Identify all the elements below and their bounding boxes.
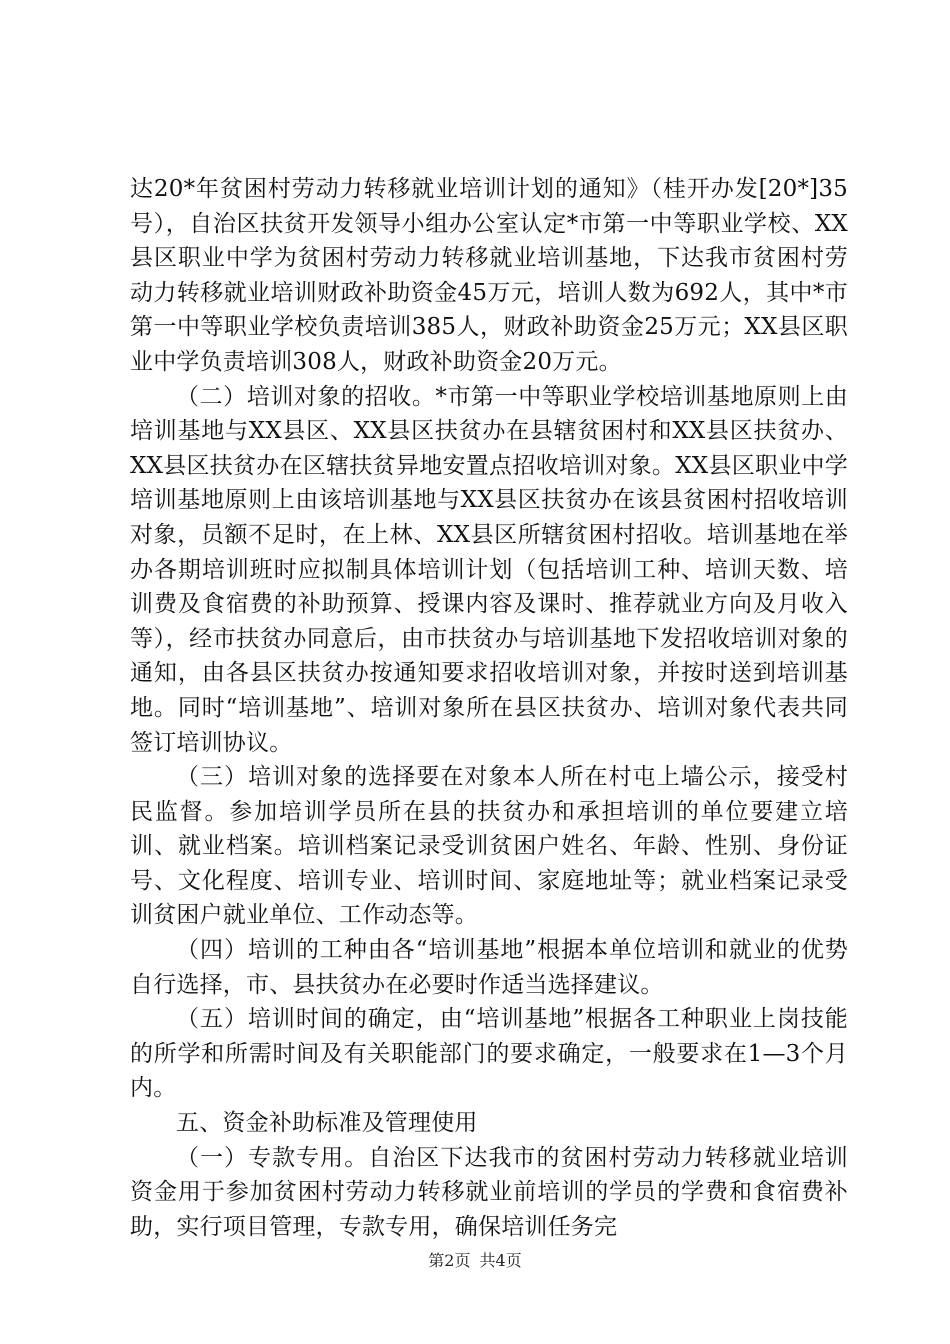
paragraph-recruitment: （二）培训对象的招收。*市第一中等职业学校培训基地原则上由培训基地与XX县区、XX县区扶贫办在县辖贫困村和XX县区扶贫办、XX县区扶贫办在区辖扶贫异地安置点招收培训对象。XX县区职业中学培训基地原则上由该培训基地与XX县区扶贫办在该县贫困村招收培训对象，员额不足时，在上林、XX县区所辖贫困村招收。培训基地在举办各期培训班时应拟制具体培训计划（包括培训工种、培训天数、培训费及食宿费的补助预算、授课内容及课时、推荐就业方向及月收入等），经市扶贫办同意后，由市扶贫办与培训基地下发招收培训对象的通知，由各县区扶贫办按通知要求招收培训对象，并按时送到培训基地。同时“培训基地”、培训对象所在县区扶贫办、培训对象代表共同签订培训协议。 bbox=[130, 383, 848, 756]
page-total: 共4页 bbox=[479, 1251, 522, 1270]
paragraph-training-time: （五）培训时间的确定，由“培训基地”根据各工种职业上岗技能的所学和所需时间及有关职能部门的要求确定，一般要求在1—3个月内。 bbox=[130, 1006, 848, 1102]
paragraph-dedicated-funds: （一）专款专用。自治区下达我市的贫困村劳动力转移就业培训资金用于参加贫困村劳动力转移就业前培训的学员的学费和食宿费补助，实行项目管理，专款专用，确保培训任务完 bbox=[130, 1144, 848, 1240]
page-footer bbox=[0, 1248, 950, 1271]
paragraph-selection: （三）培训对象的选择要在对象本人所在村屯上墙公示，接受村民监督。参加培训学员所在县的扶贫办和承担培训的单位要建立培训、就业档案。培训档案记录受训贫困户姓名、年龄、性别、身份证号、文化程度、培训专业、培训时间、家庭地址等；就业档案记录受训贫困户就业单位、工作动态等。 bbox=[130, 764, 848, 929]
section-heading-funding: 五、资金补助标准及管理使用 bbox=[176, 1110, 478, 1137]
document-body bbox=[130, 172, 848, 1244]
paragraph-continuation: 达20*年贫困村劳动力转移就业培训计划的通知》（桂开办发[20*]35号），自治区扶贫开发领导小组办公室认定*市第一中等职业学校、XX县区职业中学为贫困村劳动力转移就业培训基地，下达我市贫困村劳动力转移就业培训财政补助资金45万元，培训人数为692人，其中*市第一中等职业学校负责培训385人，财政补助资金25万元；XX县区职业中学负责培训308人，财政补助资金20万元。 bbox=[130, 176, 848, 375]
paragraph-job-types: （四）培训的工种由各“培训基地”根据本单位培训和就业的优势自行选择，市、县扶贫办在必要时作适当选择建议。 bbox=[130, 937, 848, 998]
page-number: 第2页 bbox=[428, 1251, 471, 1270]
